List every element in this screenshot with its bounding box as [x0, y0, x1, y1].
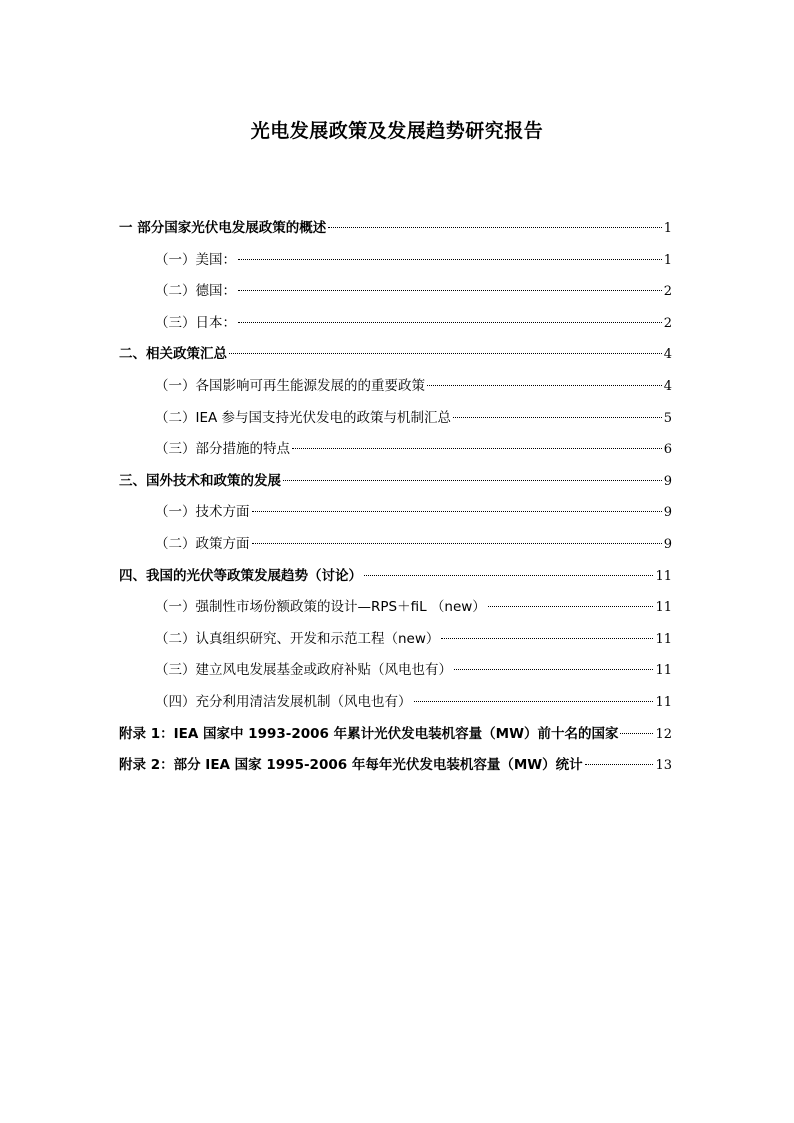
toc-entry-label: （三）部分措施的特点 [155, 441, 290, 458]
toc-entry-page: 13 [655, 758, 672, 774]
toc-entry-label: （三）日本： [155, 314, 236, 331]
toc-leader-dots [488, 606, 654, 607]
toc-entry-page: 6 [663, 442, 672, 458]
toc-entry-label: （三）建立风电发展基金或政府补贴（风电也有） [155, 662, 452, 679]
toc-entry-page: 11 [655, 694, 672, 710]
toc-leader-dots [620, 733, 653, 734]
toc-leader-dots [454, 669, 653, 670]
toc-entry-label: 三、国外技术和政策的发展 [119, 472, 281, 489]
toc-entry-label: 四、我国的光伏等政策发展趋势（讨论） [119, 567, 362, 584]
toc-leader-dots [252, 543, 662, 544]
toc-entry-section-4-3[interactable] [119, 658, 672, 690]
toc-entry-page: 4 [663, 347, 672, 363]
toc-entry-label: （一）技术方面 [155, 504, 250, 521]
toc-entry-section-4[interactable] [119, 564, 672, 596]
toc-entry-page: 2 [663, 315, 672, 331]
toc-entry-section-1-3[interactable] [119, 311, 672, 343]
toc-entry-section-2-3[interactable] [119, 437, 672, 469]
toc-entry-appendix-1[interactable] [119, 722, 672, 754]
toc-entry-section-2[interactable] [119, 342, 672, 374]
toc-entry-label: 二、相关政策汇总 [119, 346, 227, 363]
toc-entry-label: （一）美国： [155, 251, 236, 268]
toc-entry-page: 9 [663, 473, 672, 489]
toc-entry-page: 1 [663, 252, 672, 268]
toc-entry-section-4-2[interactable] [119, 627, 672, 659]
toc-entry-label: （一）各国影响可再生能源发展的的重要政策 [155, 377, 425, 394]
toc-leader-dots [441, 638, 653, 639]
toc-leader-dots [328, 227, 662, 228]
toc-leader-dots [252, 511, 662, 512]
toc-leader-dots [229, 353, 662, 354]
toc-leader-dots [238, 290, 662, 291]
toc-entry-section-2-2[interactable] [119, 406, 672, 438]
toc-entry-section-4-1[interactable] [119, 595, 672, 627]
toc-entry-section-1-2[interactable] [119, 279, 672, 311]
toc-entry-section-3[interactable] [119, 469, 672, 501]
toc-entry-page: 11 [655, 600, 672, 616]
toc-entry-label: （二）认真组织研究、开发和示范工程（new） [155, 630, 440, 647]
toc-leader-dots [427, 385, 662, 386]
toc-leader-dots [453, 417, 662, 418]
toc-entry-appendix-2[interactable] [119, 753, 672, 785]
toc-leader-dots [238, 322, 662, 323]
toc-entry-page: 5 [663, 410, 672, 426]
toc-entry-page: 4 [663, 378, 672, 394]
toc-entry-page: 11 [655, 631, 672, 647]
toc-entry-page: 11 [655, 568, 672, 584]
toc-entry-label: （四）充分利用清洁发展机制（风电也有） [155, 693, 412, 710]
toc-entry-label: 附录 2：部分 IEA 国家 1995-2006 年每年光伏发电装机容量（MW）统计 [119, 757, 583, 774]
toc-entry-section-1[interactable] [119, 216, 672, 248]
toc-leader-dots [292, 448, 662, 449]
toc-entry-page: 9 [663, 536, 672, 552]
toc-leader-dots [283, 480, 662, 481]
toc-entry-page: 11 [655, 663, 672, 679]
toc-entry-label: （二）政策方面 [155, 535, 250, 552]
table-of-contents [119, 216, 672, 785]
toc-leader-dots [364, 575, 653, 576]
toc-entry-page: 2 [663, 284, 672, 300]
toc-entry-section-3-1[interactable] [119, 500, 672, 532]
toc-entry-label: 一 部分国家光伏电发展政策的概述 [119, 220, 327, 236]
toc-entry-label: （二）IEA 参与国支持光伏发电的政策与机制汇总 [155, 409, 452, 426]
toc-entry-section-4-4[interactable] [119, 690, 672, 722]
toc-entry-section-3-2[interactable] [119, 532, 672, 564]
toc-leader-dots [414, 701, 654, 702]
toc-entry-section-2-1[interactable] [119, 374, 672, 406]
toc-leader-dots [585, 764, 654, 765]
toc-entry-label: （二）德国： [155, 283, 236, 300]
toc-entry-page: 12 [655, 726, 672, 742]
toc-entry-label: （一）强制性市场份额政策的设计—RPS＋fiL （new） [155, 599, 486, 616]
toc-leader-dots [238, 259, 662, 260]
toc-entry-page: 9 [663, 505, 672, 521]
toc-entry-label: 附录 1：IEA 国家中 1993-2006 年累计光伏发电装机容量（MW）前十名的国家 [119, 725, 619, 742]
toc-entry-page: 1 [663, 221, 672, 236]
document-title: 光电发展政策及发展趋势研究报告 [250, 120, 544, 142]
toc-entry-section-1-1[interactable] [119, 248, 672, 280]
